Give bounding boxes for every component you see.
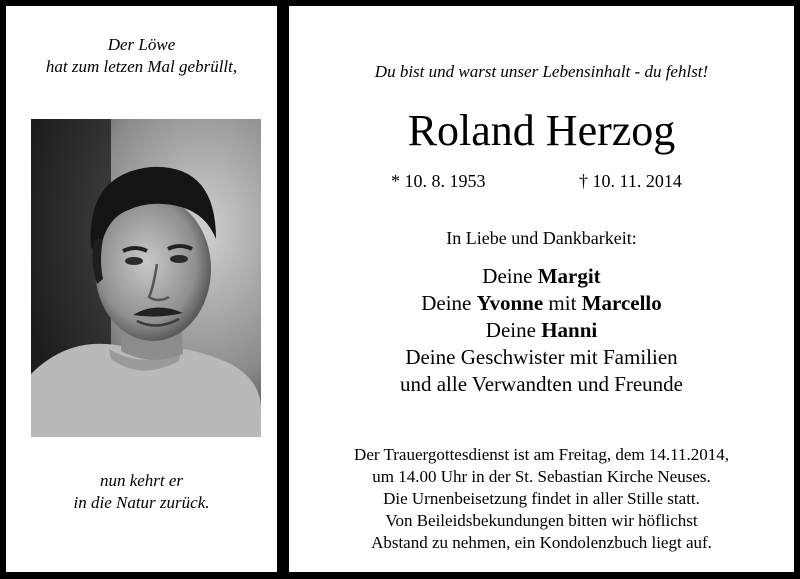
- service-notice: [289, 444, 794, 554]
- service-line: Die Urnenbeisetzung findet in aller Stille statt.: [383, 489, 700, 508]
- quote-bottom-line: nun kehrt er: [99, 471, 184, 490]
- service-line: Der Trauergottesdienst ist am Freitag, dem 14.11.2014,: [354, 445, 729, 464]
- portrait-photo: [31, 119, 261, 437]
- mourner-text: Deine: [482, 264, 538, 288]
- mourner-text: mit: [543, 291, 582, 315]
- mourner-name: Margit: [537, 264, 601, 288]
- mourners-intro: In Liebe und Dankbarkeit:: [446, 228, 637, 248]
- deceased-name: Roland Herzog: [407, 106, 676, 155]
- mourner-text: Deine: [421, 291, 477, 315]
- quote-bottom-line: in die Natur zurück.: [73, 493, 210, 512]
- mourner-text: und alle Verwandten und Freunde: [399, 372, 684, 396]
- mourners-list: [289, 263, 794, 398]
- quote-bottom: [6, 470, 277, 514]
- mourner-line: [289, 263, 794, 290]
- mourner-text: Deine: [485, 318, 542, 342]
- motto: Du bist und warst unser Lebensinhalt - du fehlst!: [374, 62, 709, 81]
- death-date: † 10. 11. 2014: [579, 171, 682, 191]
- service-line: Von Beileidsbekundungen bitten wir höflichst: [385, 511, 698, 530]
- birth-date: * 10. 8. 1953: [391, 171, 486, 191]
- quote-top: [6, 34, 277, 78]
- quote-top-line: Der Löwe: [107, 35, 176, 54]
- mourner-line: [289, 344, 794, 371]
- mourner-text: Deine Geschwister mit Familien: [405, 345, 678, 369]
- service-line: Abstand zu nehmen, ein Kondolenzbuch liegt auf.: [371, 533, 712, 552]
- right-panel: [289, 6, 794, 572]
- mourner-name: Marcello: [581, 291, 662, 315]
- left-panel: [6, 6, 277, 572]
- mourner-name: Hanni: [541, 318, 598, 342]
- quote-top-line: hat zum letzen Mal gebrüllt,: [45, 57, 238, 76]
- service-line: um 14.00 Uhr in der St. Sebastian Kirche Neuses.: [372, 467, 711, 486]
- mourner-line: [289, 371, 794, 398]
- mourner-line: [289, 317, 794, 344]
- mourner-name: Yvonne: [476, 291, 544, 315]
- mourner-line: [289, 290, 794, 317]
